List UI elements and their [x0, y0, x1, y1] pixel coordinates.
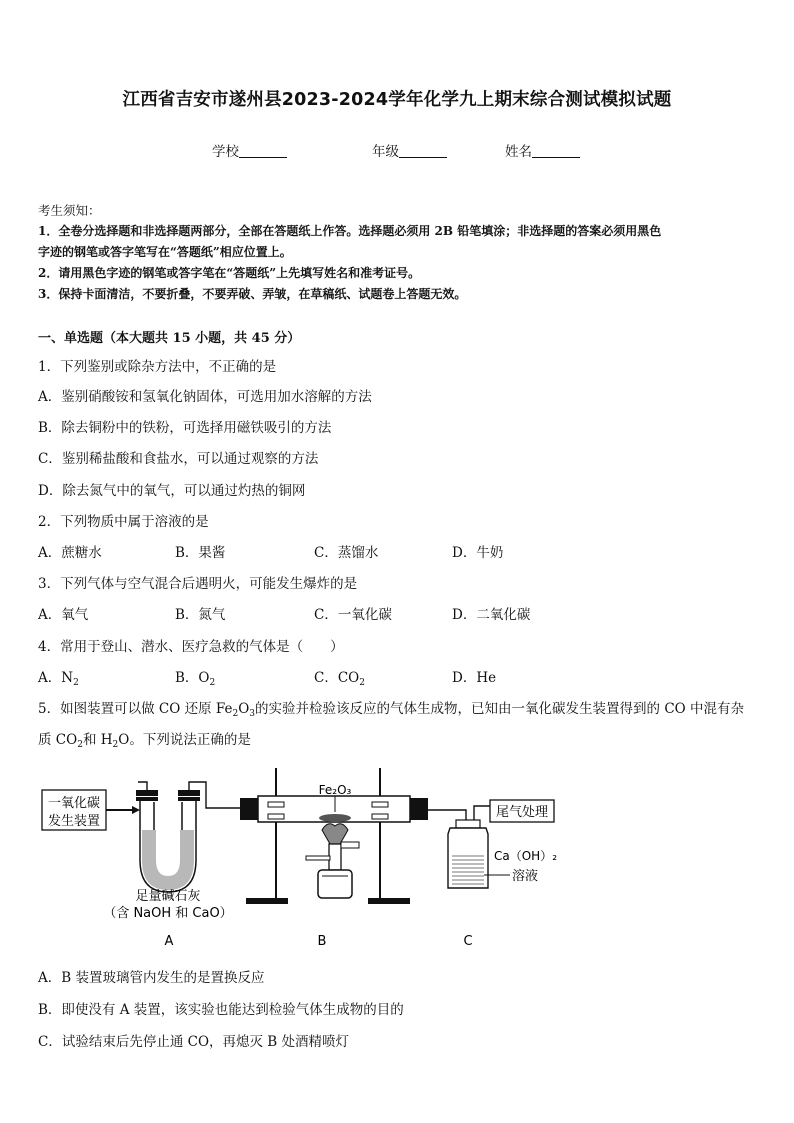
limewater-label-2: 溶液 [512, 869, 539, 884]
tail-gas-label: 尾气处理 [495, 805, 549, 820]
q5-option-c[interactable]: C．试验结束后先停止通 CO，再熄灭 B 处酒精喷灯 [38, 1034, 350, 1050]
q3-option-c[interactable]: C．一氧化碳 [314, 607, 392, 623]
grade-label: 年级 [372, 144, 399, 160]
q2-option-d[interactable]: D．牛奶 [452, 545, 504, 561]
notice-item-3: 3．保持卡面清洁，不要折叠，不要弄破、弄皱，在草稿纸、试题卷上答题无效。 [38, 287, 467, 301]
notice-item-2: 2．请用黑色字迹的钢笔或答字笔在“答题纸”上先填写姓名和准考证号。 [38, 266, 421, 280]
q5-stem-line1: 5．如图装置可以做 CO 还原 $Fe_2O_3$的实验并检验该反应的气体生成物，已知由一氧化碳发生装置得到的 CO 中混有杂 [38, 701, 745, 719]
q3-stem: 3．下列气体与空气混合后遇明火，可能发生爆炸的是 [38, 576, 358, 592]
q4-option-d[interactable]: D．He [452, 670, 497, 686]
q3-option-b[interactable]: B．氮气 [175, 607, 226, 623]
q3-option-a[interactable]: A．氧气 [38, 607, 89, 623]
q4-option-b[interactable]: B．$O_2$ [175, 670, 216, 688]
q4-option-c[interactable]: C．$CO_2$ [314, 670, 365, 688]
fe2o3-label: Fe₂O₃ [318, 783, 352, 797]
q4-stem: 4．常用于登山、潜水、医疗急救的气体是（ ） [38, 639, 344, 655]
q2-option-b[interactable]: B．果酱 [175, 545, 226, 561]
notice-heading: 考生须知： [38, 203, 101, 218]
notice-item-1a: 1．全卷分选择题和非选择题两部分，全部在答题纸上作答。选择题必须用 2B 铅笔填涂；非选择题的答案必须用黑色 [38, 224, 662, 238]
q1-option-c[interactable]: C．鉴别稀盐酸和食盐水，可以通过观察的方法 [38, 451, 319, 467]
school-label: 学校 [212, 144, 239, 160]
q1-option-d[interactable]: D．除去氮气中的氧气，可以通过灼热的铜网 [38, 483, 306, 499]
q1-stem: 1．下列鉴别或除杂方法中，不正确的是 [38, 359, 277, 375]
section-heading: 一、单选题（本大题共 15 小题，共 45 分） [38, 331, 301, 346]
soda-lime-label: 足量碱石灰 [135, 889, 201, 904]
school-blank[interactable] [239, 143, 287, 158]
name-blank[interactable] [532, 143, 580, 158]
q5-stem-line2: 质 $CO_2$和 $H_2O$。下列说法正确的是 [38, 732, 251, 750]
notice-item-1b: 字迹的钢笔或答字笔写在“答题纸”相应位置上。 [38, 245, 292, 259]
q3-option-d[interactable]: D．二氧化碳 [452, 607, 531, 623]
label-b: B [317, 934, 327, 949]
q2-option-c[interactable]: C．蒸馏水 [314, 545, 379, 561]
q1-option-a[interactable]: A．鉴别硝酸铵和氢氧化钠固体，可选用加水溶解的方法 [38, 389, 372, 405]
q5-option-a[interactable]: A．B 装置玻璃管内发生的是置换反应 [38, 970, 265, 986]
page-title: 江西省吉安市遂州县2023-2024学年化学九上期末综合测试模拟试题 [122, 90, 672, 110]
limewater-label-1: Ca（OH）₂ [494, 849, 558, 863]
q1-option-b[interactable]: B．除去铜粉中的铁粉，可选择用磁铁吸引的方法 [38, 420, 332, 436]
q5-option-b[interactable]: B．即使没有 A 装置，该实验也能达到检验气体生成物的目的 [38, 1002, 404, 1018]
q2-stem: 2．下列物质中属于溶液的是 [38, 514, 209, 530]
school-field[interactable] [212, 140, 287, 160]
label-c: C [463, 934, 473, 949]
name-field[interactable] [505, 140, 580, 160]
label-a: A [164, 934, 174, 949]
grade-field[interactable] [372, 140, 447, 160]
co-generator-label-2: 发生装置 [47, 814, 101, 829]
apparatus-diagram [38, 760, 558, 950]
name-label: 姓名 [505, 144, 532, 160]
soda-lime-note: （含 NaOH 和 CaO） [103, 906, 233, 921]
q4-option-a[interactable]: A．$N_2$ [38, 670, 79, 688]
co-generator-label-1: 一氧化碳 [47, 796, 101, 811]
q2-option-a[interactable]: A．蔗糖水 [38, 545, 102, 561]
grade-blank[interactable] [399, 143, 447, 158]
